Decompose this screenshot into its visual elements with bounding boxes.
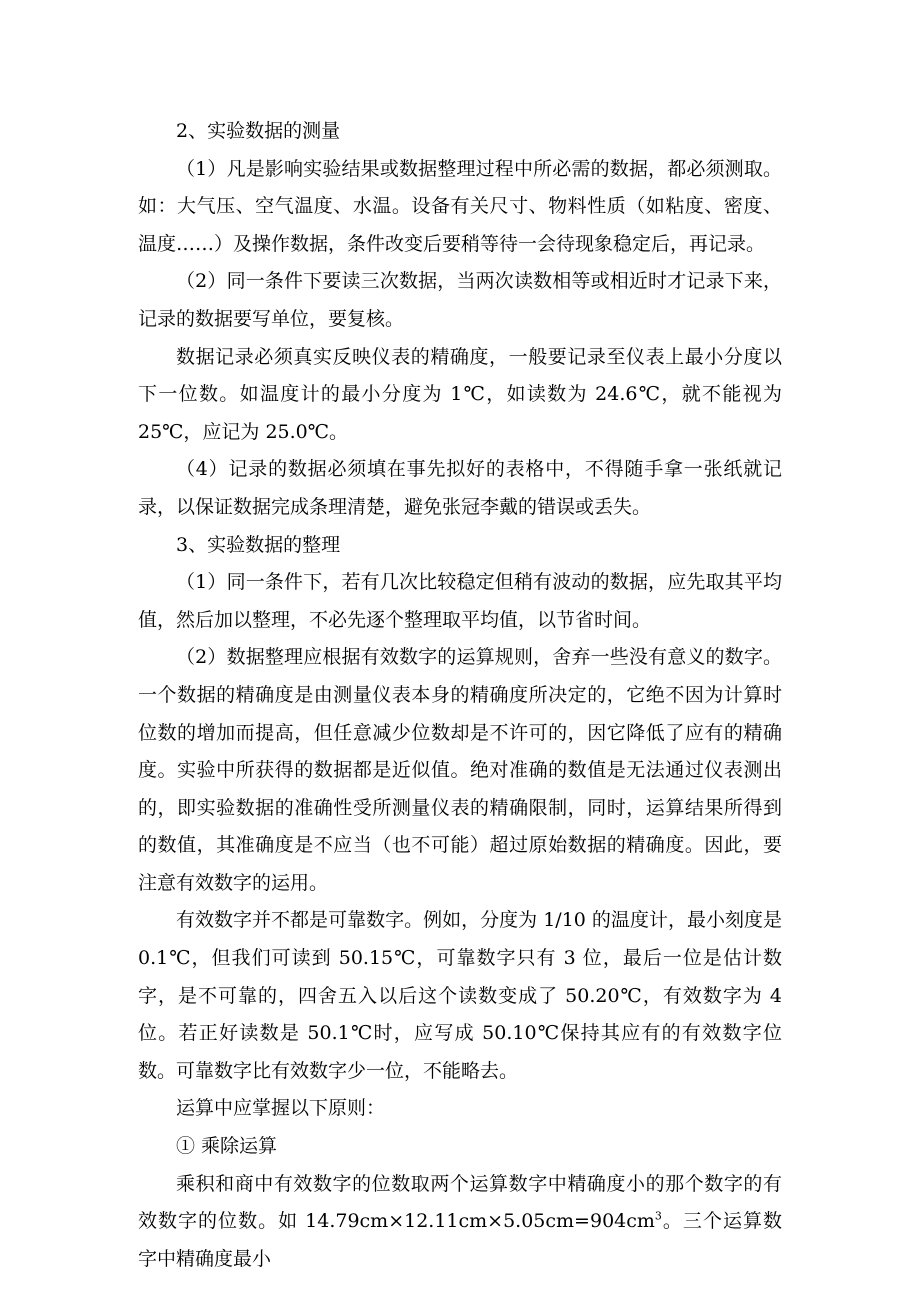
paragraph-measure-item-1: （1）凡是影响实验结果或数据整理过程中所必需的数据，都必须测取。如：大气压、空气温度、水温。设备有关尺寸、物料性质（如粘度、密度、温度……）及操作数据，条件改变后要稍等待一会待现象稳定后，再记录。 bbox=[138, 157, 782, 255]
section-heading-measurement: 2、实验数据的测量 bbox=[176, 120, 341, 142]
paragraph-process-item-1: （1）同一条件下，若有几次比较稳定但稍有波动的数据，应先取其平均值，然后加以整理，不必先逐个整理取平均值，以节省时间。 bbox=[138, 571, 782, 631]
paragraph-principles-intro: 运算中应掌握以下原则： bbox=[176, 1097, 386, 1120]
paragraph-record-precision: 数据记录必须真实反映仪表的精确度，一般要记录至仪表上最小分度以下一位数。如温度计的最小分度为 1℃，如读数为 24.6℃，就不能视为 25℃，应记为 25.0℃。 bbox=[138, 345, 782, 443]
paragraph-process-item-2: （2）数据整理应根据有效数字的运算规则，舍弃一些没有意义的数字。一个数据的精确度是由测量仪表本身的精确度所决定的，它绝不因为计算时位数的增加而提高，但任意减少位数却是不许可的，因它降低了应有的精确度。实验中所获得的数据都是近似值。绝对准确的数值是无法通过仪表测出的，即实验数据的准确性受所测量仪表的精确限制，同时，运算结果所得到的数值，其准确度是不应当（也不可能）超过原始数据的精确度。因此，要注意有效数字的运用。 bbox=[138, 646, 782, 894]
paragraph-multiply-divide-rule bbox=[138, 1166, 782, 1279]
paragraph-measure-item-4: （4）记录的数据必须填在事先拟好的表格中，不得随手拿一张纸就记录，以保证数据完成条理清楚，避免张冠李戴的错误或丢失。 bbox=[138, 458, 782, 518]
paragraph-significant-digits: 有效数字并不都是可靠数字。例如，分度为 1/10 的温度计，最小刻度是 0.1℃，但我们可读到 50.15℃，可靠数字只有 3 位，最后一位是估计数字，是不可靠的，四舍五入以后这个读数变成了 50.20℃，有效数字为 4 位。若正好读数是 50.1℃时，应写成 50.10℃保持其应有的有效数字位数。可靠数字比有效数字少一位，不能略去。 bbox=[138, 909, 782, 1082]
section-heading-processing: 3、实验数据的整理 bbox=[176, 533, 341, 556]
rule-text-before: 乘积和商中有效数字的位数取两个运算数字中精确度小的那个数字的有效数字的位数。如 14.79cm×12.11cm×5.05cm=904cm bbox=[138, 1172, 782, 1233]
superscript-exponent: 3 bbox=[654, 1209, 662, 1223]
rule-text-after: 。三个运算数字中精确度最小 bbox=[138, 1210, 782, 1270]
paragraph-measure-item-2: （2）同一条件下要读三次数据，当两次读数相等或相近时才记录下来，记录的数据要写单位，要复核。 bbox=[138, 270, 782, 330]
subheading-multiply-divide: ① 乘除运算 bbox=[176, 1135, 278, 1158]
document-body bbox=[138, 113, 782, 1278]
